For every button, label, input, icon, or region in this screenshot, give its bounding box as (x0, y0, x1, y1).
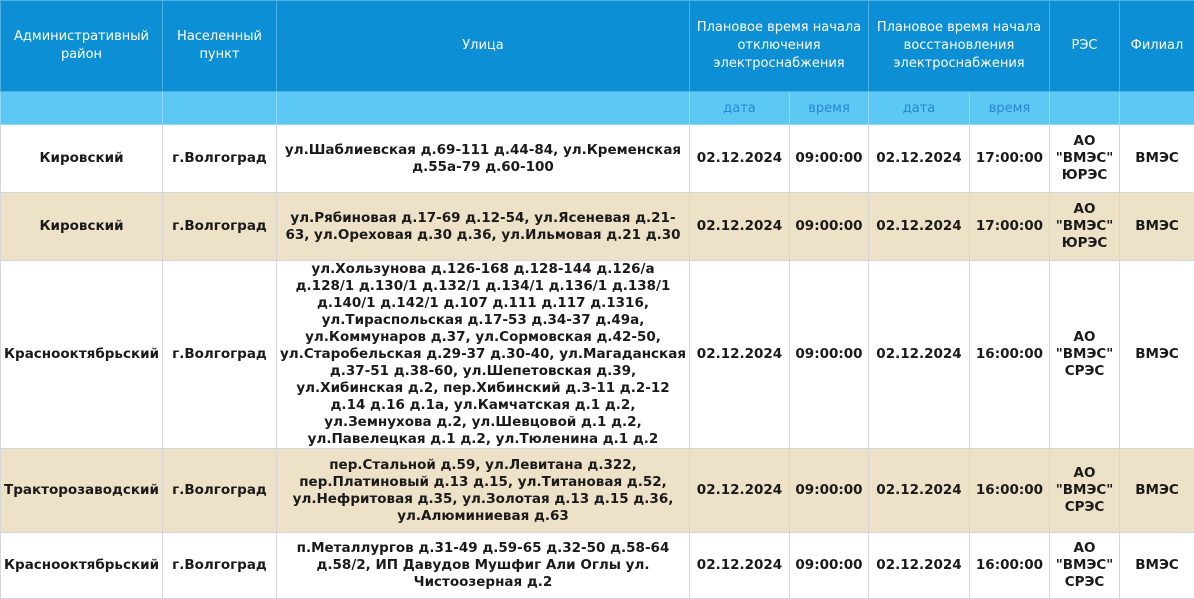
cell-locality: г.Волгоград (163, 261, 277, 449)
cell-street: ул.Рябиновая д.17-69 д.12-54, ул.Ясеневая д.21-63, ул.Ореховая д.30 д.36, ул.Ильмовая д.21 д.30 (277, 193, 690, 261)
cell-off-time: 09:00:00 (790, 125, 869, 193)
cell-street: ул.Хользунова д.126-168 д.128-144 д.126/а д.128/1 д.130/1 д.132/1 д.134/1 д.136/1 д.138/1 д.140/1 д.142/1 д.107 д.111 д.117 д.1316, ул.Тираспольская д.17-53 д.34-37 д.49а, ул.Коммунаров д.37, ул.Сормовская д.42-50, ул.Старобельская д.29-37 д.30-40, ул.Магаданская д.37-51 д.38-60, ул.Шепетовская д.39, ул.Хибинская д.2, пер.Хибинский д.3-11 д.2-12 д.14 д.16 д.1а, ул.Камчатская д.1 д.2, ул.Земнухова д.2, ул.Шевцовой д.1 д.2, ул.Павелецкая д.1 д.2, ул.Тюленина д.1 д.2 (277, 261, 690, 449)
cell-restore-date: 02.12.2024 (869, 125, 970, 193)
subheader-empty (163, 92, 277, 125)
cell-off-time: 09:00:00 (790, 449, 869, 533)
table-row (1, 449, 1194, 533)
cell-off-date: 02.12.2024 (690, 125, 790, 193)
cell-res: АО "ВМЭС" СРЭС (1050, 449, 1120, 533)
subheader-restore-date: дата (869, 92, 970, 125)
subheader-empty (1120, 92, 1194, 125)
cell-district: Кировский (1, 193, 163, 261)
cell-branch: ВМЭС (1120, 125, 1194, 193)
cell-district: Краснооктябрьский (1, 533, 163, 599)
cell-locality: г.Волгоград (163, 449, 277, 533)
cell-branch: ВМЭС (1120, 533, 1194, 599)
cell-off-date: 02.12.2024 (690, 533, 790, 599)
cell-off-time: 09:00:00 (790, 533, 869, 599)
cell-restore-time: 17:00:00 (970, 125, 1050, 193)
cell-restore-time: 16:00:00 (970, 261, 1050, 449)
cell-restore-date: 02.12.2024 (869, 449, 970, 533)
cell-res: АО "ВМЭС" СРЭС (1050, 533, 1120, 599)
table-header (1, 1, 1194, 125)
cell-branch: ВМЭС (1120, 193, 1194, 261)
header-branch: Филиал (1120, 1, 1194, 92)
cell-restore-time: 16:00:00 (970, 533, 1050, 599)
cell-district: Тракторозаводский (1, 449, 163, 533)
header-off-time: Плановое время начала отключения электроснабжения (690, 1, 869, 92)
cell-street: ул.Шаблиевская д.69-111 д.44-84, ул.Кременская д.55а-79 д.60-100 (277, 125, 690, 193)
subheader-off-date: дата (690, 92, 790, 125)
cell-branch: ВМЭС (1120, 449, 1194, 533)
subheader-empty (277, 92, 690, 125)
subheader-off-time: время (790, 92, 869, 125)
cell-street: п.Металлургов д.31-49 д.59-65 д.32-50 д.58-64 д.58/2, ИП Давудов Мушфиг Али Оглы ул. Чистоозерная д.2 (277, 533, 690, 599)
cell-branch: ВМЭС (1120, 261, 1194, 449)
cell-restore-time: 16:00:00 (970, 449, 1050, 533)
table-row (1, 193, 1194, 261)
cell-off-time: 09:00:00 (790, 261, 869, 449)
subheader-row (1, 92, 1194, 125)
header-locality: Населенный пункт (163, 1, 277, 92)
header-street: Улица (277, 1, 690, 92)
cell-locality: г.Волгоград (163, 125, 277, 193)
cell-restore-date: 02.12.2024 (869, 533, 970, 599)
cell-off-date: 02.12.2024 (690, 261, 790, 449)
cell-locality: г.Волгоград (163, 533, 277, 599)
header-row (1, 1, 1194, 92)
cell-off-time: 09:00:00 (790, 193, 869, 261)
cell-district: Кировский (1, 125, 163, 193)
cell-restore-date: 02.12.2024 (869, 261, 970, 449)
cell-res: АО "ВМЭС" ЮРЭС (1050, 125, 1120, 193)
table-row (1, 533, 1194, 599)
table-row (1, 125, 1194, 193)
cell-res: АО "ВМЭС" СРЭС (1050, 261, 1120, 449)
cell-district: Краснооктябрьский (1, 261, 163, 449)
cell-off-date: 02.12.2024 (690, 449, 790, 533)
cell-locality: г.Волгоград (163, 193, 277, 261)
table-body (1, 125, 1194, 599)
cell-res: АО "ВМЭС" ЮРЭС (1050, 193, 1120, 261)
cell-street: пер.Стальной д.59, ул.Левитана д.322, пер.Платиновый д.13 д.15, ул.Титановая д.52, ул.Нефритовая д.35, ул.Золотая д.13 д.15 д.36, ул.Алюминиевая д.63 (277, 449, 690, 533)
header-district: Административный район (1, 1, 163, 92)
subheader-empty (1050, 92, 1120, 125)
cell-restore-date: 02.12.2024 (869, 193, 970, 261)
cell-restore-time: 17:00:00 (970, 193, 1050, 261)
header-res: РЭС (1050, 1, 1120, 92)
table-row (1, 261, 1194, 449)
subheader-restore-time: время (970, 92, 1050, 125)
cell-off-date: 02.12.2024 (690, 193, 790, 261)
subheader-empty (1, 92, 163, 125)
header-restore-time: Плановое время начала восстановления электроснабжения (869, 1, 1050, 92)
